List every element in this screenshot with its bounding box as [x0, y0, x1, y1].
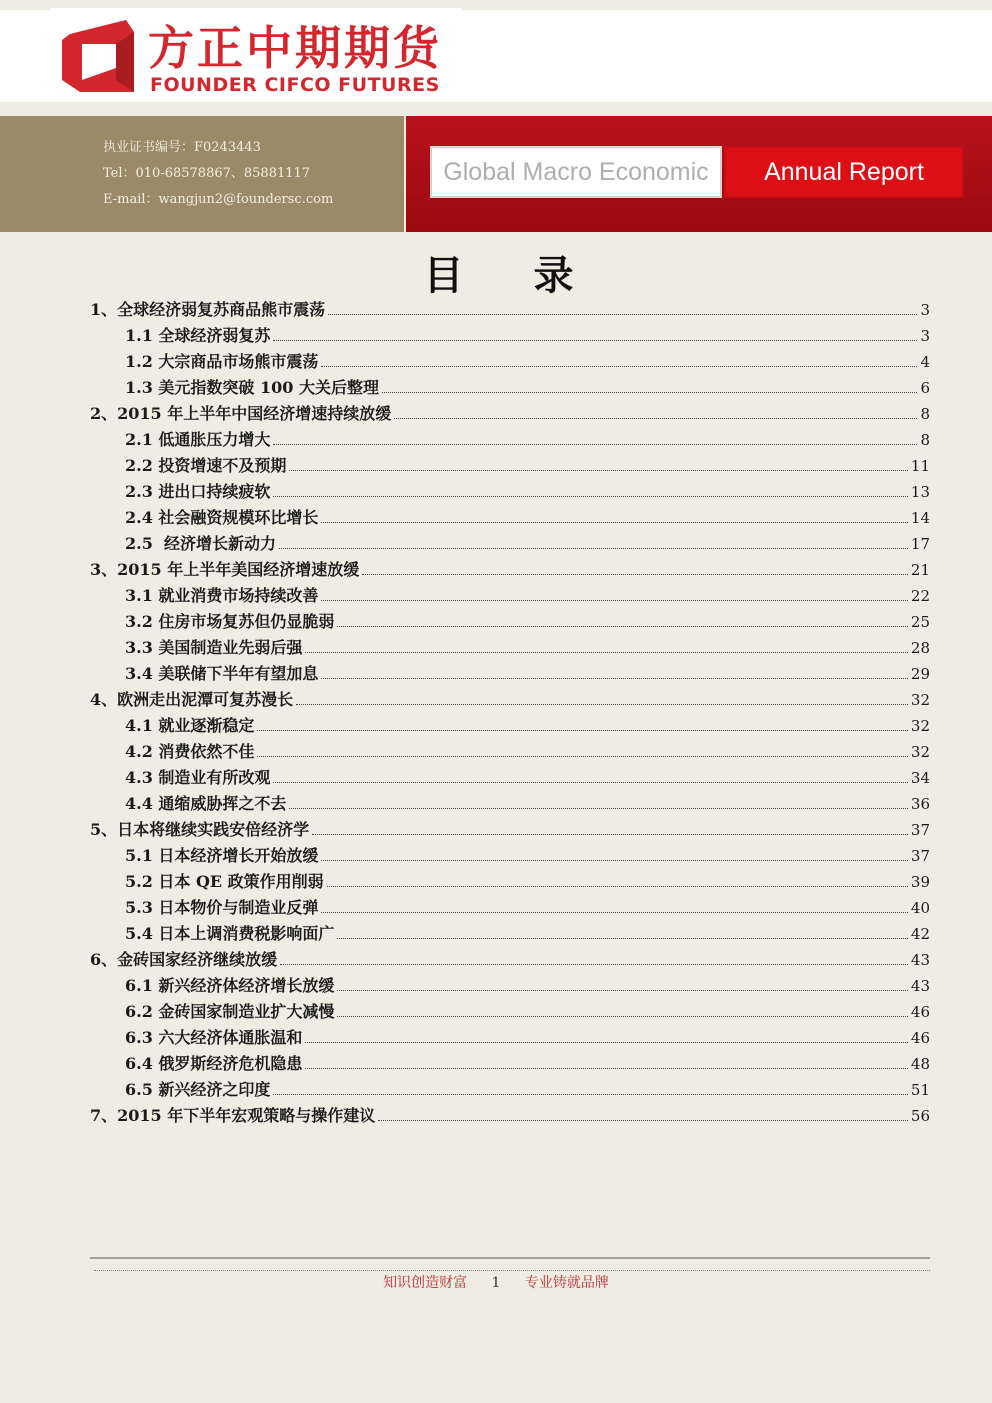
toc-entry-page: 21: [910, 561, 930, 579]
toc-entry-label: 2.4 社会融资规模环比增长: [125, 508, 319, 527]
toc-entry[interactable]: [125, 738, 930, 762]
contact-panel: [0, 116, 404, 232]
toc-entry-label: 3.2 住房市场复苏但仍显脆弱: [125, 612, 335, 631]
toc-entry[interactable]: [125, 1076, 930, 1100]
toc-leader-dots: [273, 1093, 907, 1095]
toc-leader-dots: [337, 989, 907, 991]
toc-entry[interactable]: [125, 972, 930, 996]
toc-entry-label: 1.1 全球经济弱复苏: [125, 326, 271, 345]
toc-entry-label: 7、2015 年下半年宏观策略与操作建议: [90, 1106, 376, 1125]
banner-global-macro-label: Global Macro Economic: [430, 146, 722, 198]
toc-entry-page: 40: [910, 899, 930, 917]
toc-entry-label: 6.1 新兴经济体经济增长放缓: [125, 976, 335, 995]
toc-entry-page: 42: [910, 925, 930, 943]
footer-slogan-left: 知识创造财富: [383, 1275, 468, 1291]
toc-leader-dots: [273, 781, 907, 783]
toc-entry-page: 32: [910, 691, 930, 709]
toc-leader-dots: [280, 963, 908, 965]
toc-entry-page: 37: [910, 847, 930, 865]
toc-leader-dots: [394, 417, 917, 419]
toc-entry-label: 5.4 日本上调消费税影响面广: [125, 924, 335, 943]
toc-entry-page: 37: [910, 821, 930, 839]
toc-entry[interactable]: [125, 998, 930, 1022]
toc-entry[interactable]: [125, 374, 930, 398]
footer-dotted-divider: [94, 1270, 930, 1271]
toc-leader-dots: [337, 1015, 907, 1017]
toc-entry-page: 13: [910, 483, 930, 501]
toc-leader-dots: [328, 313, 917, 315]
report-banner: [406, 116, 992, 232]
toc-entry-label: 3.1 就业消费市场持续改善: [125, 586, 319, 605]
toc-entry-label: 5、日本将继续实践安倍经济学: [90, 820, 310, 839]
toc-entry[interactable]: [125, 322, 930, 346]
toc-entry-label: 2.3 进出口持续疲软: [125, 482, 271, 501]
toc-entry-label: 5.2 日本 QE 政策作用削弱: [125, 872, 324, 891]
toc-leader-dots: [289, 469, 907, 471]
toc-entry-label: 6、金砖国家经济继续放缓: [90, 950, 278, 969]
toc-entry-label: 6.5 新兴经济之印度: [125, 1080, 271, 1099]
toc-leader-dots: [337, 625, 907, 627]
toc-entry-page: 32: [910, 717, 930, 735]
toc-entry[interactable]: [90, 816, 930, 840]
toc-entry[interactable]: [125, 1024, 930, 1048]
toc-leader-dots: [321, 911, 907, 913]
toc-entry-page: 36: [910, 795, 930, 813]
toc-entry-label: 1.2 大宗商品市场熊市震荡: [125, 352, 319, 371]
toc-leader-dots: [257, 755, 907, 757]
toc-leader-dots: [273, 339, 917, 341]
toc-entry[interactable]: [125, 790, 930, 814]
toc-leader-dots: [321, 599, 907, 601]
toc-entry-label: 2.5 经济增长新动力: [125, 534, 276, 553]
toc-entry[interactable]: [90, 1102, 930, 1126]
toc-entry-label: 4、欧洲走出泥潭可复苏漫长: [90, 690, 294, 709]
toc-entry-page: 29: [910, 665, 930, 683]
toc-entry-page: 4: [920, 353, 930, 371]
toc-entry[interactable]: [125, 920, 930, 944]
toc-entry-page: 46: [910, 1029, 930, 1047]
page-number: 1: [491, 1275, 501, 1291]
toc-entry-page: 34: [910, 769, 930, 787]
toc-entry-label: 4.4 通缩威胁挥之不去: [125, 794, 287, 813]
toc-leader-dots: [273, 495, 907, 497]
toc-entry-label: 4.2 消费依然不佳: [125, 742, 255, 761]
toc-entry-label: 3、2015 年上半年美国经济增速放缓: [90, 560, 360, 579]
footer-divider: [90, 1257, 930, 1259]
toc-entry-page: 3: [920, 327, 930, 345]
telephone: Tel：010-68578867、85881117: [103, 166, 311, 181]
toc-entry[interactable]: [90, 946, 930, 970]
toc-leader-dots: [321, 365, 917, 367]
toc-leader-dots: [312, 833, 908, 835]
license-number: 执业证书编号：F0243443: [103, 140, 261, 155]
toc-entry[interactable]: [125, 712, 930, 736]
toc-leader-dots: [378, 1119, 908, 1121]
email: E-mail：wangjun2@foundersc.com: [103, 192, 334, 207]
toc-entry-page: 8: [920, 431, 930, 449]
toc-entry-page: 46: [910, 1003, 930, 1021]
footer-slogan-right: 专业铸就品牌: [524, 1275, 609, 1291]
toc-entry-label: 2.1 低通胀压力增大: [125, 430, 271, 449]
toc-leader-dots: [382, 391, 918, 393]
toc-entry-page: 11: [910, 457, 930, 475]
toc-entry-page: 43: [910, 977, 930, 995]
toc-entry-label: 4.3 制造业有所改观: [125, 768, 271, 787]
logo-name-cn: 方正中期期货: [148, 21, 442, 75]
toc-entry-page: 51: [910, 1081, 930, 1099]
toc-leader-dots: [296, 703, 908, 705]
toc-entry-label: 3.3 美国制造业先弱后强: [125, 638, 303, 657]
toc-entry[interactable]: [125, 634, 930, 658]
toc-entry-page: 32: [910, 743, 930, 761]
toc-title: 目 录: [423, 253, 602, 299]
toc-leader-dots: [337, 937, 907, 939]
toc-entry-label: 4.1 就业逐渐稳定: [125, 716, 255, 735]
toc-entry-label: 6.3 六大经济体通胀温和: [125, 1028, 303, 1047]
toc-entry[interactable]: [125, 868, 930, 892]
footer: [0, 1272, 992, 1292]
toc-entry[interactable]: [125, 1050, 930, 1074]
toc-leader-dots: [279, 547, 908, 549]
toc-entry-page: 22: [910, 587, 930, 605]
toc-entry-label: 6.2 金砖国家制造业扩大减慢: [125, 1002, 335, 1021]
toc-entry[interactable]: [125, 426, 930, 450]
company-logo: [50, 8, 462, 102]
toc-entry[interactable]: [125, 660, 930, 684]
toc-entry-page: 3: [920, 301, 930, 319]
banner-annual-report-label: Annual Report: [724, 146, 964, 198]
toc-entry[interactable]: [125, 842, 930, 866]
toc-entry-label: 2、2015 年上半年中国经济增速持续放缓: [90, 404, 392, 423]
toc-entry-label: 2.2 投资增速不及预期: [125, 456, 287, 475]
toc-entry[interactable]: [125, 582, 930, 606]
toc-entry-page: 14: [910, 509, 930, 527]
toc-entry[interactable]: [90, 556, 930, 580]
toc-leader-dots: [362, 573, 908, 575]
toc-entry-page: 28: [910, 639, 930, 657]
toc-entry-page: 56: [910, 1107, 930, 1125]
toc-entry[interactable]: [125, 478, 930, 502]
toc-leader-dots: [305, 651, 907, 653]
toc-entry[interactable]: [125, 764, 930, 788]
toc-entry[interactable]: [90, 400, 930, 424]
toc-entry-label: 6.4 俄罗斯经济危机隐患: [125, 1054, 303, 1073]
toc-entry[interactable]: [125, 530, 930, 554]
toc-leader-dots: [321, 521, 907, 523]
toc-leader-dots: [257, 729, 907, 731]
toc-entry-label: 1、全球经济弱复苏商品熊市震荡: [90, 300, 326, 319]
toc-entry-label: 3.4 美联储下半年有望加息: [125, 664, 319, 683]
toc-entry[interactable]: [90, 296, 930, 320]
toc-leader-dots: [289, 807, 907, 809]
toc-entry[interactable]: [125, 348, 930, 372]
toc-entry-page: 43: [910, 951, 930, 969]
toc-entry[interactable]: [125, 608, 930, 632]
toc-entry-label: 1.3 美元指数突破 100 大关后整理: [125, 378, 379, 397]
toc-entry-page: 8: [920, 405, 930, 423]
toc-entry-page: 6: [920, 379, 930, 397]
toc-leader-dots: [321, 677, 907, 679]
toc-entry[interactable]: [90, 686, 930, 710]
toc-entry[interactable]: [125, 894, 930, 918]
toc-entry-page: 39: [910, 873, 930, 891]
toc-leader-dots: [327, 885, 908, 887]
toc-entry[interactable]: [125, 452, 930, 476]
toc-entry-page: 17: [910, 535, 930, 553]
toc-entry[interactable]: [125, 504, 930, 528]
logo-name-en: FOUNDER CIFCO FUTURES: [150, 74, 440, 96]
toc-leader-dots: [321, 859, 907, 861]
toc-leader-dots: [305, 1041, 907, 1043]
toc-leader-dots: [273, 443, 917, 445]
toc-entry-page: 48: [910, 1055, 930, 1073]
logo-mark-icon: [60, 18, 136, 94]
toc-entry-page: 25: [910, 613, 930, 631]
toc-entry-label: 5.1 日本经济增长开始放缓: [125, 846, 319, 865]
toc-entry-label: 5.3 日本物价与制造业反弹: [125, 898, 319, 917]
toc-leader-dots: [305, 1067, 907, 1069]
